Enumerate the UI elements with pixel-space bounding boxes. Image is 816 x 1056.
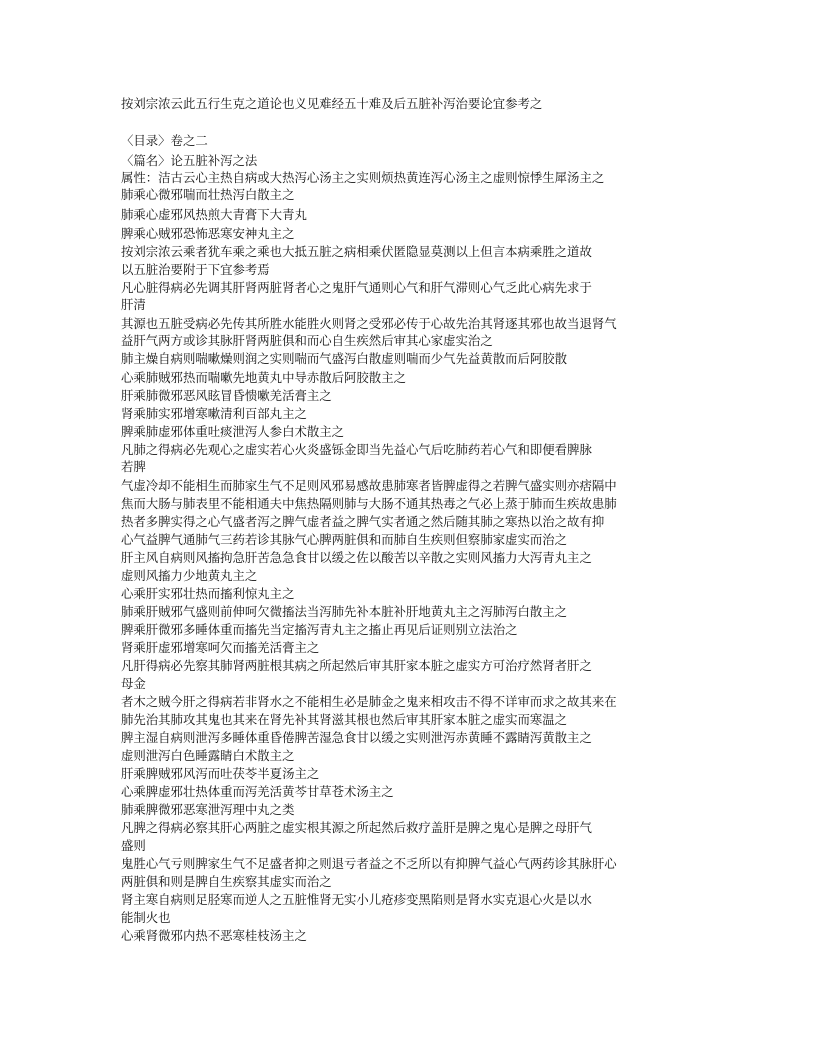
text-line: 脾乘肺虚邪体重吐痰泄泻人参白术散主之 [121,424,345,439]
text-line: 肺乘心虚邪风热煎大青膏下大青丸 [121,207,307,222]
text-line: 虚则泄泻白色睡露睛白术散主之 [121,748,295,763]
text-line: 热者多脾实得之心气盛者泻之脾气虚者益之脾气实者通之然后随其肺之寒热以治之故有抑 [121,514,605,529]
section-title: 〈篇名〉论五脏补泻之法 [121,153,258,168]
text-line: 母金 [121,676,146,691]
text-line: 能制火也 [121,910,171,925]
text-line: 肺先治其肺攻其鬼也其来在肾先补其肾滋其根也然后审其肝家本脏之虚实而寒温之 [121,712,568,727]
text-line: 肾乘肺实邪增寒嗽清利百部丸主之 [121,406,307,421]
text-line: 脾乘肝微邪多睡体重而搐先当定搐泻青丸主之搐止再见后证则别立法治之 [121,622,518,637]
text-line: 脾乘心贼邪恐怖恶寒安神丸主之 [121,226,295,241]
text-line: 心气益脾气通肺气三药若诊其脉气心脾两脏俱和而肺自生疾则但察肺家虚实而治之 [121,532,568,547]
text-line: 若脾 [121,459,146,474]
text-line: 气虚冷却不能相生而肺家生气不足则风邪易感故患肺寒者皆脾虚得之若脾气盛实则亦痞隔中 [121,478,617,493]
text-line: 凡心脏得病必先调其肝肾两脏肾者心之鬼肝气通则心气和肝气滞则心气乏此心病先求于 [121,280,592,295]
text-line: 凡脾之得病必察其肝心两脏之虚实根其源之所起然后救疗盖肝是脾之鬼心是脾之母肝气 [121,820,592,835]
text-line: 焦而大肠与肺表里不能相通夫中焦热隔则肺与大肠不通其热毒之气必上蒸于肺而生疾故患肺 [121,496,617,511]
text-line: 凡肝得病必先察其肺肾两脏根其病之所起然后审其肝家本脏之虚实方可治疗然肾者肝之 [121,658,592,673]
text-line: 肾乘肝虚邪增寒呵欠而搐羌活膏主之 [121,640,320,655]
text-line: 心乘肺贼邪热而喘嗽先地黄丸中导赤散后阿胶散主之 [121,370,406,385]
text-line: 属性：洁古云心主热自病或大热泻心汤主之实则烦热黄连泻心汤主之虚则惊悸生犀汤主之 [121,170,605,185]
text-line: 虚则风搐力少地黄丸主之 [121,568,258,583]
text-line: 按刘宗浓云此五行生克之道论也义见难经五十难及后五脏补泻治要论宜参考之 [121,96,543,111]
text-line: 心乘肾微邪内热不恶寒桂枝汤主之 [121,928,307,943]
text-line: 益肝气两方或诊其脉肝肾两脏俱和而心自生疾然后审其心家虚实治之 [121,333,493,348]
toc-label: 〈目录〉卷之二 [121,133,208,148]
text-line: 按刘宗浓云乘者犹车乘之乘也大抵五脏之病相乘伏匿隐显莫测以上但言本病乘胜之道故 [121,244,592,259]
text-line: 其源也五脏受病必先传其所胜水能胜火则肾之受邪必传于心故先治其肾逐其邪也故当退肾气 [121,316,617,331]
text-line: 肝清 [121,297,146,312]
text-line: 肝乘肺微邪恶风眩冒昏愦嗽羌活膏主之 [121,388,332,403]
text-line: 两脏俱和则是脾自生疾察其虚实而治之 [121,874,332,889]
text-line: 肺乘肝贼邪气盛则前伸呵欠微搐法当泻肺先补本脏补肝地黄丸主之泻肺泻白散主之 [121,604,568,619]
text-line: 肺乘心微邪喘而壮热泻白散主之 [121,187,295,202]
text-line: 心乘脾虚邪壮热体重而泻羌活黄芩甘草苍术汤主之 [121,784,394,799]
text-line: 肾主寒自病则足胫寒而逆人之五脏惟肾无实小儿疮疹变黑陷则是肾水实克退心火是以水 [121,892,592,907]
text-line: 肝乘脾贼邪风泻而吐茯苓半夏汤主之 [121,766,320,781]
text-line: 凡肺之得病必先观心之虚实若心火炎盛铄金即当先益心气后吃肺药若心气和即便看脾脉 [121,442,592,457]
text-line: 以五脏治要附于下宜参考焉 [121,262,270,277]
text-line: 者木之贼今肝之得病若非肾水之不能相生必是肺金之鬼来相攻击不得不详审而求之故其来在 [121,694,617,709]
text-line: 肝主风自病则风搐拘急肝苦急急食甘以缓之佐以酸苦以辛散之实则风搐力大泻青丸主之 [121,550,592,565]
text-line: 脾主湿自病则泄泻多睡体重昏倦脾苦湿急食甘以缓之实则泄泻赤黄睡不露睛泻黄散主之 [121,730,592,745]
text-line: 盛则 [121,838,146,853]
text-line: 鬼胜心气亏则脾家生气不足盛者抑之则退亏者益之不乏所以有抑脾气益心气两药诊其脉肝心 [121,856,617,871]
text-line: 肺乘脾微邪恶寒泄泻理中丸之类 [121,802,295,817]
text-line: 心乘肝实邪壮热而搐利惊丸主之 [121,586,295,601]
text-line: 肺主燥自病则喘嗽燥则润之实则喘而气盛泻白散虚则喘而少气先益黄散而后阿胶散 [121,351,568,366]
